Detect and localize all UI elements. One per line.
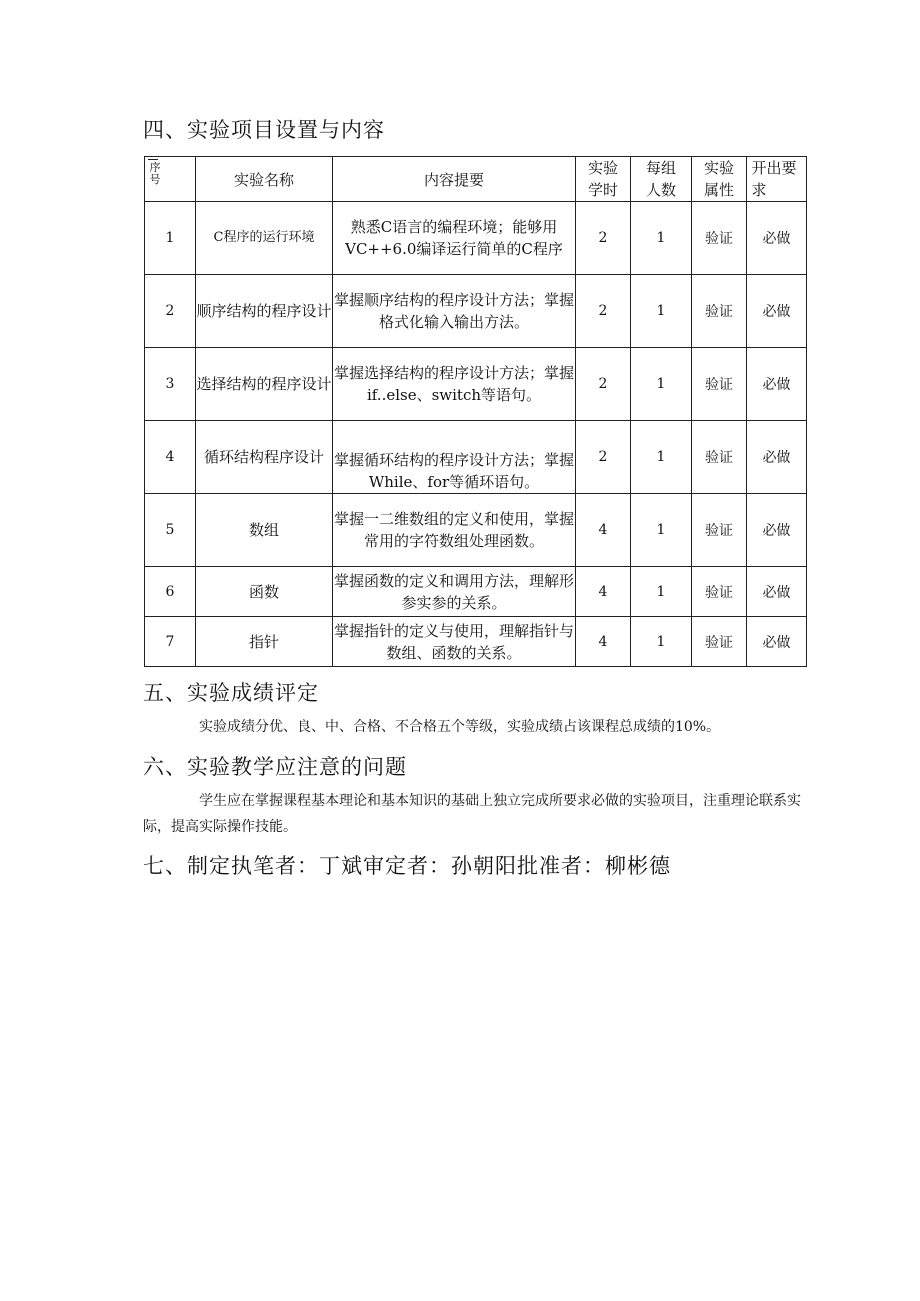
- section-5-text: 实验成绩分优、良、中、合格、不合格五个等级，实验成绩占该课程总成绩的10%。: [199, 719, 721, 735]
- row-type: 验证: [692, 567, 747, 617]
- row-desc: 掌握一二维数组的定义和使用，掌握常用的字符数组处理函数。: [333, 494, 576, 567]
- row-hours: 4: [576, 617, 631, 667]
- table-row: [145, 348, 807, 421]
- row-type: 验证: [692, 275, 747, 348]
- row-desc: 掌握指针的定义与使用，理解指针与数组、函数的关系。: [333, 617, 576, 667]
- row-name: C程序的运行环境: [196, 202, 333, 275]
- row-type: 验证: [692, 348, 747, 421]
- table-row: [145, 494, 807, 567]
- row-no: 1: [145, 202, 196, 275]
- row-type: 验证: [692, 617, 747, 667]
- row-no: 5: [145, 494, 196, 567]
- row-no: 4: [145, 421, 196, 494]
- row-group: 1: [631, 494, 692, 567]
- section-6-heading: 六、实验教学应注意的问题: [143, 755, 407, 779]
- row-type: 验证: [692, 421, 747, 494]
- header-type: 实验属性: [692, 157, 747, 202]
- row-name: 函数: [196, 567, 333, 617]
- row-no: 7: [145, 617, 196, 667]
- row-group: 1: [631, 421, 692, 494]
- table-row: [145, 202, 807, 275]
- row-name: 顺序结构的程序设计: [196, 275, 333, 348]
- row-group: 1: [631, 348, 692, 421]
- row-name: 指针: [196, 617, 333, 667]
- row-hours: 2: [576, 421, 631, 494]
- row-type: 验证: [692, 202, 747, 275]
- section-6-text: 学生应在掌握课程基本理论和基本知识的基础上独立完成所要求必做的实验项目，注重理论联系实际，提高实际操作技能。: [143, 793, 801, 835]
- row-req: 必做: [747, 421, 807, 494]
- row-desc: 熟悉C语言的编程环境；能够用VC++6.0编译运行简单的C程序: [333, 202, 576, 275]
- row-req: 必做: [747, 494, 807, 567]
- table-row: [145, 275, 807, 348]
- row-req: 必做: [747, 348, 807, 421]
- row-req: 必做: [747, 275, 807, 348]
- header-hours: 实验学时: [576, 157, 631, 202]
- row-name: 数组: [196, 494, 333, 567]
- row-hours: 4: [576, 567, 631, 617]
- row-hours: 2: [576, 202, 631, 275]
- row-req: 必做: [747, 202, 807, 275]
- row-desc: 掌握选择结构的程序设计方法；掌握if..else、switch等语句。: [333, 348, 576, 421]
- table-row: [145, 617, 807, 667]
- header-content: 内容提要: [333, 157, 576, 202]
- row-no: 3: [145, 348, 196, 421]
- row-name: 循环结构程序设计: [196, 421, 333, 494]
- row-name: 选择结构的程序设计: [196, 348, 333, 421]
- table-row: [145, 421, 807, 494]
- header-group: 每组人数: [631, 157, 692, 202]
- header-req: 开出要求: [747, 157, 807, 202]
- header-seq: 序号: [145, 157, 196, 202]
- row-no: 6: [145, 567, 196, 617]
- row-hours: 2: [576, 348, 631, 421]
- row-desc: 掌握顺序结构的程序设计方法；掌握格式化输入输出方法。: [333, 275, 576, 348]
- row-group: 1: [631, 567, 692, 617]
- header-name: 实验名称: [196, 157, 333, 202]
- row-hours: 2: [576, 275, 631, 348]
- section-7-heading: 七、制定执笔者：丁斌审定者：孙朝阳批准者：柳彬德: [143, 854, 671, 878]
- row-desc: 掌握函数的定义和调用方法，理解形参实参的关系。: [333, 567, 576, 617]
- row-hours: 4: [576, 494, 631, 567]
- row-req: 必做: [747, 567, 807, 617]
- table-row: [145, 567, 807, 617]
- row-group: 1: [631, 202, 692, 275]
- section-5-heading: 五、实验成绩评定: [143, 681, 319, 705]
- row-no: 2: [145, 275, 196, 348]
- row-type: 验证: [692, 494, 747, 567]
- row-desc: 掌握循环结构的程序设计方法；掌握While、for等循环语句。: [333, 421, 576, 494]
- row-req: 必做: [747, 617, 807, 667]
- experiment-table: [144, 156, 807, 667]
- table-header-row: [145, 157, 807, 202]
- row-group: 1: [631, 617, 692, 667]
- row-group: 1: [631, 275, 692, 348]
- section-4-heading: 四、实验项目设置与内容: [143, 118, 385, 142]
